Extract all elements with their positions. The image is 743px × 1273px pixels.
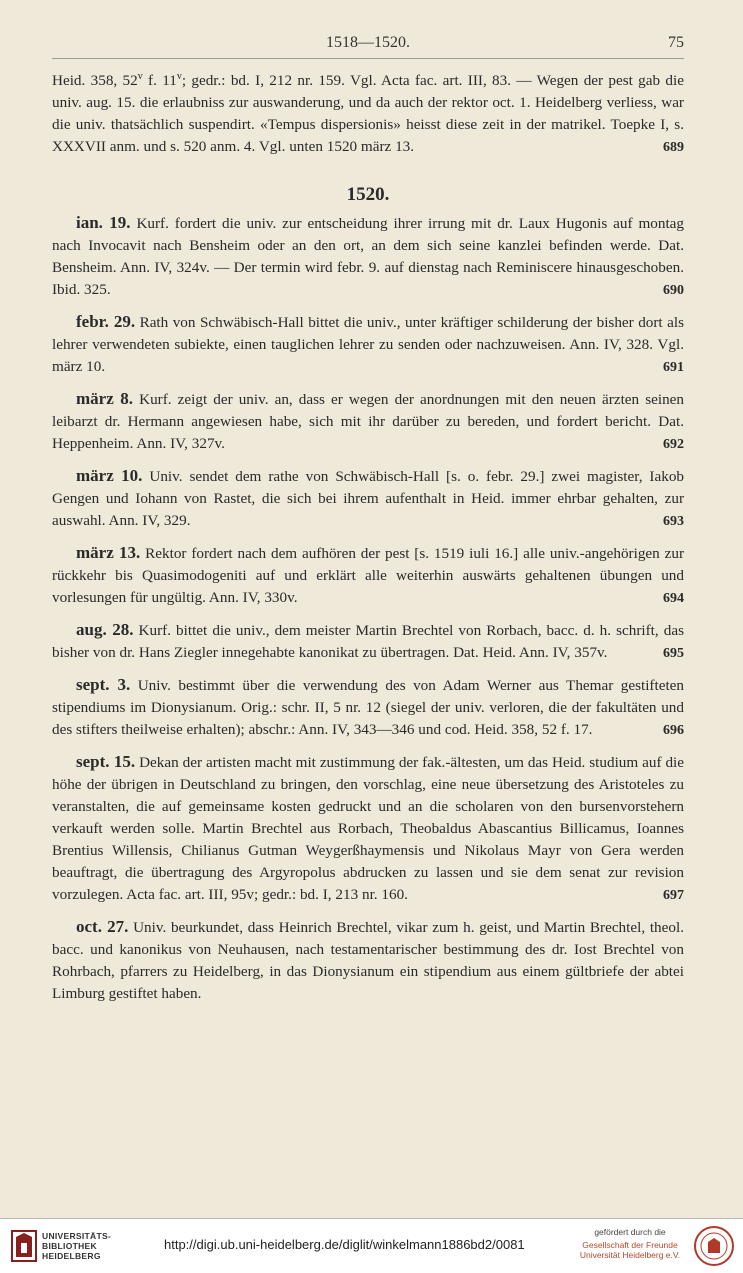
entry-date: sept. 15. [76, 752, 136, 771]
university-seal-icon [693, 1225, 735, 1267]
entry-text [52, 70, 684, 158]
entry-691 [52, 311, 684, 378]
entry-text [52, 619, 684, 664]
entry-text [52, 212, 684, 301]
entry-number: 695 [663, 646, 684, 661]
entry-date: märz 10. [76, 466, 143, 485]
entry-body: Kurf. fordert die univ. zur entscheidung ihrer irrung mit dr. Laux Hugonis auf montag nach Invocavit nach Bensheim oder an den ort, an dem sich seine kanzlei befinden werde. Dat. Bensheim. Ann. IV, 324v. — Der termin wird febr. 9. auf dienstag nach Reminiscere hinausgeschoben. Ibid. 325. [52, 215, 685, 298]
text-fragment: Heid. 358, 52 [52, 72, 138, 89]
entry-text [52, 388, 684, 455]
entry-body: Rektor fordert nach dem aufhören der pest [s. 1519 iuli 16.] alle univ.-angehörigen zur rückkehr bis Quasimodogeniti auf und erklärt alle weiterhin auswärts gehaltenen übungen und vorlesungen für ungültig. Ann. IV, 330v. [52, 545, 684, 606]
entry-date: oct. 27. [76, 917, 129, 936]
entry-body: Univ. sendet dem rathe von Schwäbisch-Hall [s. o. febr. 29.] zwei magister, Iakob Gengen und Iohann von Rastet, die sich bei ihrem aufenthalt in Heid. immer ehrbar gehalten, zur auswahl. Ann. IV, 329. [52, 468, 685, 529]
running-header [52, 34, 684, 56]
entry-body: Univ. beurkundet, dass Heinrich Brechtel, vikar zum h. geist, und Martin Brechtel, theol. bacc. und kanonikus von Neuhausen, nach testamentarischer bestimmung des dr. Iost Brechtel von Rohrbach, pfarrers zu Heidelberg, in das Dionysianum ein stipendium aus einem gültbriefe der abtei Limburg gestiftet haben. [52, 919, 684, 1002]
text-fragment: f. 11 [142, 72, 177, 89]
year-heading: 1520. [346, 184, 390, 205]
permalink-url[interactable]: http://digi.ub.uni-heidelberg.de/diglit/winkelmann1886bd2/0081 [164, 1237, 525, 1252]
entry-date: febr. 29. [76, 312, 136, 331]
library-name-line: HEIDELBERG [42, 1251, 101, 1261]
entry-697 [52, 751, 684, 906]
page-body [52, 70, 684, 1015]
entry-body: Kurf. zeigt der univ. an, dass er wegen der anordnungen mit den neuen ärzten seinen leibarzt dr. Hermann angewiesen habe, sich mit ihr darüber zu bereden, und fordert bericht. Dat. Heppenheim. Ann. IV, 327v. [52, 391, 684, 452]
entry-695 [52, 619, 684, 664]
entry-number: 696 [663, 723, 684, 738]
entry-698 [52, 916, 684, 1005]
entry-text [52, 751, 684, 906]
society-line: Gesellschaft der Freunde [582, 1240, 678, 1250]
sponsor-credit [570, 1227, 690, 1260]
entry-692 [52, 388, 684, 455]
society-line: Universität Heidelberg e.V. [579, 1250, 681, 1260]
library-name-line: BIBLIOTHEK [42, 1241, 97, 1251]
entry-text [52, 311, 684, 378]
superscript: v [176, 70, 182, 82]
entry-694 [52, 542, 684, 609]
entry-body: Dekan der artisten macht mit zustimmung der fak.-ältesten, um das Heid. studium auf die höhe der übrigen in Deutschland zu bringen, den vorschlag, eine neue übersetzung des Aristoteles zu veranstalten, die auf gemeinsame kosten gedruckt und an die scholaren von den bursenvorstehern verkauft werden solle. Martin Brechtel aus Rorbach, Theobaldus Abascantius Billicamus, Ioannes Brentius Willensis, Chilianus Gutman Weygerßhaymensis und Nikolaus Mayr von Gera werden beauftragt, die übertragung des Argyropolus abdrucken zu lassen und sie dem senat zur revision vorzulegen. Acta fac. art. III, 95v; gedr.: bd. I, 213 nr. 160. [52, 754, 685, 903]
entry-693 [52, 465, 684, 532]
entry-date: ian. 19. [76, 213, 131, 232]
entry-number: 691 [663, 360, 684, 375]
entry-690 [52, 212, 684, 301]
library-logo-icon [10, 1229, 38, 1263]
library-name-line: UNIVERSITÄTS- [42, 1231, 112, 1241]
entry-date: märz 8. [76, 389, 134, 408]
entry-689 [52, 70, 684, 158]
entry-text [52, 674, 684, 741]
entry-text [52, 916, 684, 1005]
society-name [570, 1240, 690, 1260]
entry-696 [52, 674, 684, 741]
text-fragment: ; gedr.: bd. I, 212 nr. 159. Vgl. Acta fac. art. III, 83. — Wegen der pest gab die univ. aug. 15. die erlaubniss zur auswanderung, und da auch der rektor oct. 1. Heidelberg verliess, war die univ. thatsächlich suspendirt. «Tempus dispersionis» heisst diese zeit in der matrikel. Toepke I, s. XXXVII anm. und s. 520 anm. 4. Vgl. unten 1520 märz 13. [52, 72, 684, 155]
entry-body: Rath von Schwäbisch-Hall bittet die univ., unter kräftiger schilderung der bisher dort als lehrer verwendeten subiekte, einen tauglichen lehrer zu senden oder nachzuweisen. Ann. IV, 328. Vgl. märz 10. [52, 314, 684, 375]
entry-body: Univ. bestimmt über die verwendung des von Adam Werner aus Themar gestifteten stipendiums im Dionysianum. Orig.: schr. II, 5 nr. 12 (siegel der univ. verloren, die der fakultäten und des stifters theilweise erhalten); abschr.: Ann. IV, 343—346 und cod. Heid. 358, 52 f. 17. [52, 677, 684, 738]
entry-number: 689 [663, 140, 684, 155]
superscript: v [137, 70, 143, 82]
entry-date: aug. 28. [76, 620, 134, 639]
entry-number: 697 [663, 888, 684, 903]
entry-date: sept. 3. [76, 675, 131, 694]
sponsor-line: gefördert durch die [594, 1227, 666, 1237]
header-year-range: 1518—1520. [326, 34, 410, 51]
entry-body: Kurf. bittet die univ., dem meister Martin Brechtel von Rorbach, bacc. d. h. schrift, das bisher von dr. Hans Ziegler innegehabte kanonikat zu übertragen. Dat. Heid. Ann. IV, 357v. [52, 622, 684, 661]
entry-text [52, 542, 684, 609]
entry-date: märz 13. [76, 543, 141, 562]
entry-number: 694 [663, 591, 684, 606]
page-number: 75 [668, 34, 684, 51]
entry-text [52, 465, 684, 532]
entry-number: 690 [663, 283, 684, 298]
viewer-footer [0, 1218, 743, 1273]
library-name [42, 1231, 111, 1261]
entry-number: 693 [663, 514, 684, 529]
entry-number: 692 [663, 437, 684, 452]
header-rule [52, 58, 684, 59]
